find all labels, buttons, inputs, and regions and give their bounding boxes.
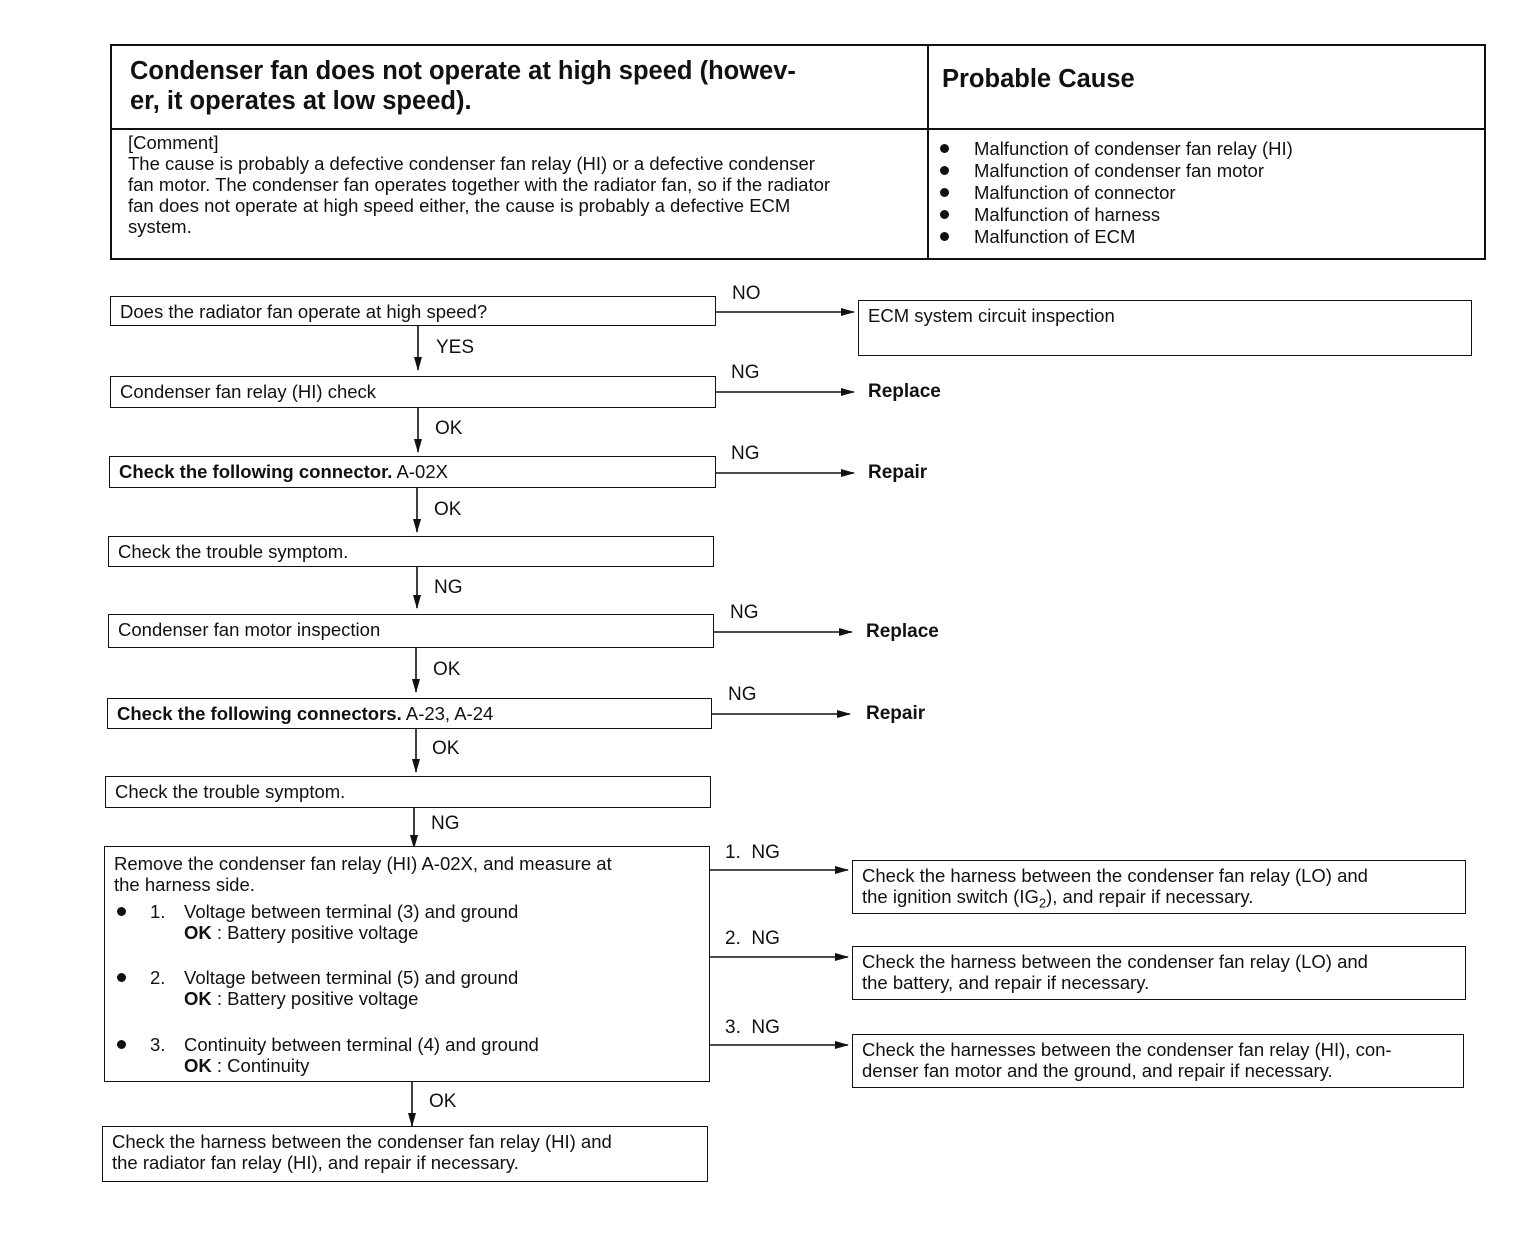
cause-item: Malfunction of ECM xyxy=(940,226,1470,248)
probable-cause-title: Probable Cause xyxy=(942,65,1135,93)
comment-line: fan motor. The condenser fan operates together with the radiator fan, so if the radiator xyxy=(128,174,831,195)
label-ng: NG xyxy=(731,362,760,383)
step-connector-check-a02x: Check the following connector. A-02X xyxy=(109,456,716,488)
comment-line: The cause is probably a defective condenser fan relay (HI) or a defective condenser xyxy=(128,153,815,174)
label-ok: OK xyxy=(435,418,463,439)
step-radiator-fan-question: Does the radiator fan operate at high speed? xyxy=(110,296,716,326)
measure-item-2: 2. Voltage between terminal (5) and ground OK : Battery positive voltage xyxy=(117,967,518,1009)
cause-item: Malfunction of condenser fan relay (HI) xyxy=(940,138,1470,160)
step-relay-check: Condenser fan relay (HI) check xyxy=(110,376,716,408)
step-trouble-symptom-2: Check the trouble symptom. xyxy=(105,776,711,808)
bullet-icon xyxy=(117,1040,126,1049)
measure-instruction-line2: the harness side. xyxy=(114,874,255,895)
comment-line: system. xyxy=(128,216,192,237)
result-replace-relay: Replace xyxy=(868,381,941,402)
step-final-harness-check: Check the harness between the condenser fan relay (HI) and the radiator fan relay (HI), and repair if necessary. xyxy=(102,1126,708,1182)
label-ok: OK xyxy=(429,1091,457,1112)
cause-item: Malfunction of condenser fan motor xyxy=(940,160,1470,182)
step-connector-check-a23-a24: Check the following connectors. A-23, A-24 xyxy=(107,698,712,729)
symptom-title-line1: Condenser fan does not operate at high speed (howev- xyxy=(130,57,796,85)
label-ng: NG xyxy=(730,602,759,623)
step-trouble-symptom-1: Check the trouble symptom. xyxy=(108,536,714,567)
cause-item: Malfunction of connector xyxy=(940,182,1470,204)
label-no: NO xyxy=(732,283,761,304)
label-ng: NG xyxy=(728,684,757,705)
result-repair-connectors: Repair xyxy=(866,703,926,724)
bullet-icon xyxy=(117,907,126,916)
label-ng-1: 1. NG xyxy=(725,842,780,863)
result-harnesses-hi-motor-ground: Check the harnesses between the condenser fan relay (HI), con- denser fan motor and the ground, and repair if necessary. xyxy=(852,1034,1464,1088)
label-ng: NG xyxy=(731,443,760,464)
label-ok: OK xyxy=(432,738,460,759)
bullet-icon xyxy=(117,973,126,982)
measure-item-3: 3. Continuity between terminal (4) and ground OK : Continuity xyxy=(117,1034,539,1076)
label-ng: NG xyxy=(431,813,460,834)
step-relay-measurement xyxy=(104,846,710,1082)
label-ng-2: 2. NG xyxy=(725,928,780,949)
step-fan-motor-inspection: Condenser fan motor inspection xyxy=(108,614,714,648)
comment-line: fan does not operate at high speed either, the cause is probably a defective ECM xyxy=(128,195,791,216)
symptom-title-line2: er, it operates at low speed). xyxy=(130,87,472,115)
measure-instruction-line1: Remove the condenser fan relay (HI) A-02X, and measure at xyxy=(114,853,612,874)
label-ok: OK xyxy=(434,499,462,520)
result-replace-motor: Replace xyxy=(866,621,939,642)
label-ok: OK xyxy=(433,659,461,680)
result-repair-connector: Repair xyxy=(868,462,928,483)
label-ng-3: 3. NG xyxy=(725,1017,780,1038)
comment-label: [Comment] xyxy=(128,132,219,153)
measure-item-1: 1. Voltage between terminal (3) and ground OK : Battery positive voltage xyxy=(117,901,518,943)
result-harness-lo-battery: Check the harness between the condenser fan relay (LO) and the battery, and repair if necessary. xyxy=(852,946,1466,1000)
label-ng: NG xyxy=(434,577,463,598)
result-harness-lo-ignition: Check the harness between the condenser fan relay (LO) and the ignition switch $(IG_2)$, and repair if necessary. xyxy=(852,860,1466,914)
label-yes: YES xyxy=(436,337,475,358)
cause-item: Malfunction of harness xyxy=(940,204,1470,226)
step-connector-bold: Check the following connector. xyxy=(119,461,393,482)
step-connectors-bold: Check the following connectors. xyxy=(117,703,402,724)
result-ecm-inspection: ECM system circuit inspection xyxy=(858,300,1472,356)
